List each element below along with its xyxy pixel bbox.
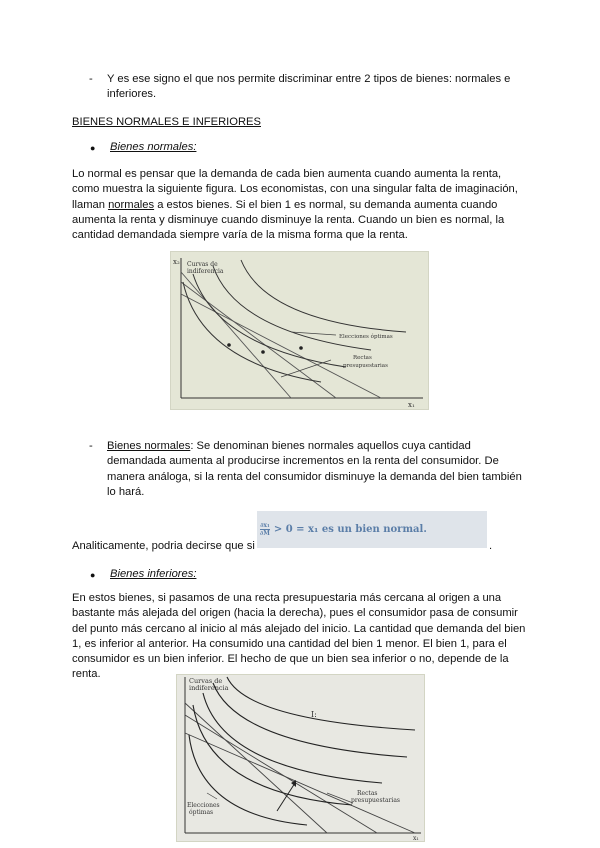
curves-label: indiferencia bbox=[187, 268, 224, 275]
budget-line bbox=[181, 294, 381, 398]
shift-arrow bbox=[277, 783, 295, 811]
paragraph-line: 1, es inferior al anterior. Ha consumido una cantidad del bien 1 menor. El bien 1, para el bbox=[72, 637, 507, 650]
inferiores-subheading: Bienes inferiores: bbox=[110, 568, 197, 580]
definition-line: Bienes normales: Se denominan bienes normales aquellos cuya cantidad bbox=[107, 440, 471, 452]
indifference-curve bbox=[193, 274, 346, 367]
choices-label: Elecciones óptimas bbox=[339, 334, 393, 340]
formula-fraction: $\frac{\text{∂x₁}}{\partial M}$ bbox=[260, 522, 270, 537]
choices-label: Elecciones bbox=[187, 802, 220, 809]
optimal-choice-point bbox=[261, 350, 265, 354]
paragraph-line: cantidad demandada siempre varía de la misma forma que la renta. bbox=[72, 229, 408, 242]
indifference-curve bbox=[193, 705, 352, 805]
y-axis-label: x₂ bbox=[173, 258, 180, 266]
paragraph-line: aumenta la renta y disminuye cuando disminuye la renta. Cuando un bien es normal, la bbox=[72, 213, 505, 226]
optimal-choice-point bbox=[299, 346, 303, 350]
x-axis-label: x₁ bbox=[413, 835, 419, 841]
analytic-end: . bbox=[489, 540, 493, 552]
figure-mark: I: bbox=[311, 710, 317, 719]
intro-bullet-text bbox=[107, 72, 532, 103]
normal-goods-figure bbox=[170, 251, 429, 410]
paragraph-line: En estos bienes, si pasamos de una recta presupuestaria más cercana al origen a una bbox=[72, 592, 502, 604]
paragraph-line: bastante más alejada del origen (hacia la derecha), pues el consumidor pasa de consumir bbox=[72, 607, 518, 620]
budget-label: Rectas bbox=[357, 790, 378, 797]
indifference-curve bbox=[227, 677, 415, 730]
normal-good-formula bbox=[257, 511, 487, 548]
budget-label: presupuestarias bbox=[343, 363, 388, 369]
paragraph-line: llaman normales a estos bienes. Si el bien 1 es normal, su demanda aumenta cuando bbox=[72, 198, 498, 211]
budget-label: presupuestarias bbox=[351, 797, 400, 804]
curves-label: Curvas de bbox=[189, 677, 223, 685]
normales-paragraph bbox=[72, 167, 528, 243]
bullet-dot-icon: ● bbox=[90, 570, 96, 580]
definition-term: Bienes normales bbox=[107, 440, 191, 452]
optimal-choice-point bbox=[227, 343, 231, 347]
budget-line bbox=[185, 715, 377, 833]
inferiores-paragraph bbox=[72, 591, 528, 683]
inferior-goods-figure bbox=[176, 674, 425, 842]
bullet-dot-icon: ● bbox=[90, 143, 96, 153]
definition-marker: - bbox=[89, 440, 93, 452]
budget-pointer bbox=[327, 793, 353, 803]
paragraph-line: del punto más cercano al inicio al más alejado del inicio. La cantidad que demanda del bien bbox=[72, 622, 526, 635]
definition-text bbox=[107, 439, 528, 500]
x-axis-label: x₁ bbox=[408, 401, 415, 409]
normales-subheading: Bienes normales: bbox=[110, 141, 197, 153]
choices-pointer bbox=[207, 793, 217, 799]
paragraph-line: como muestra la siguiente figura. Los economistas, con una singular falta de imaginación, bbox=[72, 183, 518, 196]
intro-bullet-line: inferiores. bbox=[107, 88, 157, 101]
underlined-term: normales bbox=[108, 198, 155, 211]
budget-label: Rectas bbox=[353, 355, 372, 361]
definition-line: demandada aumenta al producirse incrementos en la renta del consumidor. De bbox=[107, 455, 499, 468]
analytic-text: Analiticamente, podria decirse que si bbox=[72, 540, 255, 552]
formula-rest: > 0 = x₁ es un bien normal. bbox=[273, 523, 427, 535]
paragraph-line: consumidor es un bien inferior. El hecho de que un bien sea inferior o no, depende de la bbox=[72, 653, 509, 666]
intro-bullet-line: Y es ese signo el que nos permite discriminar entre 2 tipos de bienes: normales e bbox=[107, 73, 511, 85]
definition-line: lo hará. bbox=[107, 485, 145, 498]
paragraph-line: renta. bbox=[72, 668, 101, 681]
definition-line: manera análoga, si la renta del consumidor disminuye la demanda del bien también bbox=[107, 470, 522, 483]
budget-line bbox=[181, 272, 291, 398]
intro-bullet-marker: - bbox=[89, 73, 93, 85]
paragraph-line: Lo normal es pensar que la demanda de cada bien aumenta cuando aumenta la renta, bbox=[72, 168, 502, 180]
section-heading: BIENES NORMALES E INFERIORES bbox=[72, 116, 261, 128]
curves-label: Curvas de bbox=[187, 261, 218, 268]
choices-label: óptimas bbox=[189, 809, 214, 816]
curves-label: indiferencia bbox=[189, 684, 229, 692]
